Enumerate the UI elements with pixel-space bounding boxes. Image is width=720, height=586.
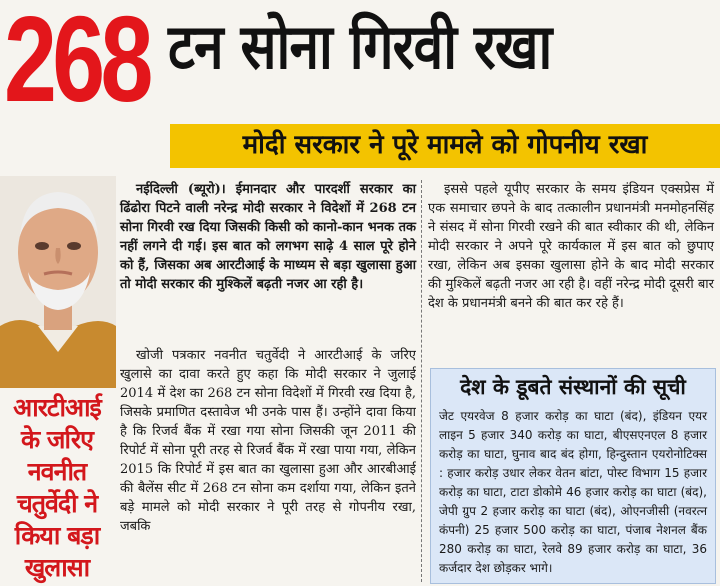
side-quote-line: आरटीआई [13, 393, 101, 422]
sidebar-box-body: जेट एयरवेज 8 हजार करोड़ का घाटा (बंद), इंडियन एयर लाइन 5 हजार 340 करोड़ का घाटा, बीएसएनएल 8 हजार करोड़ का घाटा, घुनाव बाद बंद होगा, हिन्दुस्तान एयरोनोटिक्स : हजार करोड़ उधार लेकर वेतन बांटा, पोस्ट विभाग 15 हजार करोड़ का घाटा, टाटा डोकोमे 46 हजार करोड़ का घाटा (बंद), जेपी ग्रुप 2 हजार करोड़ का घाटा (बंद), ओएनजीसी (नवरत्न कंपनी) 25 हजार 500 करोड़ का घाटा, पंजाब नेशनल बैंक 280 करोड़ का घाटा, रेलवे 89 हजार करोड़ का घाटा, 36 कर्जदार देश छोड़कर भागे। [439, 409, 707, 575]
column-divider [421, 180, 423, 582]
headline-title: टन सोना गिरवी रखा [168, 10, 552, 83]
side-quote-line: किया बड़ा [14, 521, 100, 550]
article-column-left [120, 346, 416, 582]
article-column-right [428, 180, 714, 314]
side-quote-line: के जरिए [21, 425, 93, 454]
portrait-photo [0, 176, 116, 388]
subheadline-band [170, 124, 720, 168]
article-lead-paragraph: नईदिल्ली (ब्यूरो)। ईमानदार और पारदर्शी सरकार का ढिंढोरा पिटने वाली नरेन्द्र मोदी सरकार ने विदेशों में 268 टन सोना गिरवी रख दिया जिसकी किसी को कानो-कान भनक तक नहीं लगने दी गई। इस बात को लगभग साढ़े 4 साल पूरे होने को हैं, जिसका अब आरटीआई के माध्यम से बड़ा खुलासा हुआ तो मोदी सरकार की मुश्किलें बढ़ती नजर आ रही है। [120, 182, 416, 292]
article-paragraph: इससे पहले यूपीए सरकार के समय इंडियन एक्सप्रेस में एक समाचार छपने के बाद तत्कालीन प्रधानमंत्री मनमोहनसिंह ने संसद में सोना गिरवी रखने की बात स्वीकार की थी, लेकिन मोदी सरकार ने अपने पूरे कार्यकाल में इस बात को छुपाए रखा, लेकिन अब इसका खुलासा होने के बाद मोदी सरकार की मुश्किलें बढ़ती नजर आ रही है। वहीं नरेन्द्र मोदी दूसरी बार देश के प्रधानमंत्री बनने की बात कर रहे हैं। [428, 182, 714, 311]
headline-number: 268 [4, 0, 149, 127]
article-paragraph: खोजी पत्रकार नवनीत चतुर्वेदी ने आरटीआई के जरिए खुलासे का दावा करते हुए कहा कि मोदी सरकार ने जुलाई 2014 में देश का 268 टन सोना विदेशों में गिरवी रख दिया है, जिसके प्रमाणित दस्तावेज भी उनके पास हैं। उन्होंने दावा किया है कि रिजर्व बैंक में रखा गया सोना जिसकी जून 2011 की रिपोर्ट में सोना पूरी तरह से रिजर्व बैंक में रखा पाया गया, लेकिन 2015 कि रिपोर्ट में इस बात का खुलासा हुआ और आरबीआई की बैलेंस सीट में 268 टन सोना कम दर्शाया गया, लेकिन इतने बड़े मामले को मोदी सरकार ने पूरी तरह से गोपनीय रखा, जबकि [120, 348, 416, 534]
sidebar-box [430, 368, 716, 584]
article-lead [120, 180, 416, 295]
portrait-illustration [0, 176, 116, 388]
sidebar-box-title: देश के डूबते संस्थानों की सूची [460, 375, 686, 399]
side-quote [2, 392, 112, 582]
side-quote-line: खुलासा [24, 553, 90, 582]
side-quote-line: नवनीत [27, 457, 87, 486]
side-quote-line: चतुर्वेदी ने [16, 489, 98, 518]
subheadline-text: मोदी सरकार ने पूरे मामले को गोपनीय रखा [242, 130, 648, 160]
